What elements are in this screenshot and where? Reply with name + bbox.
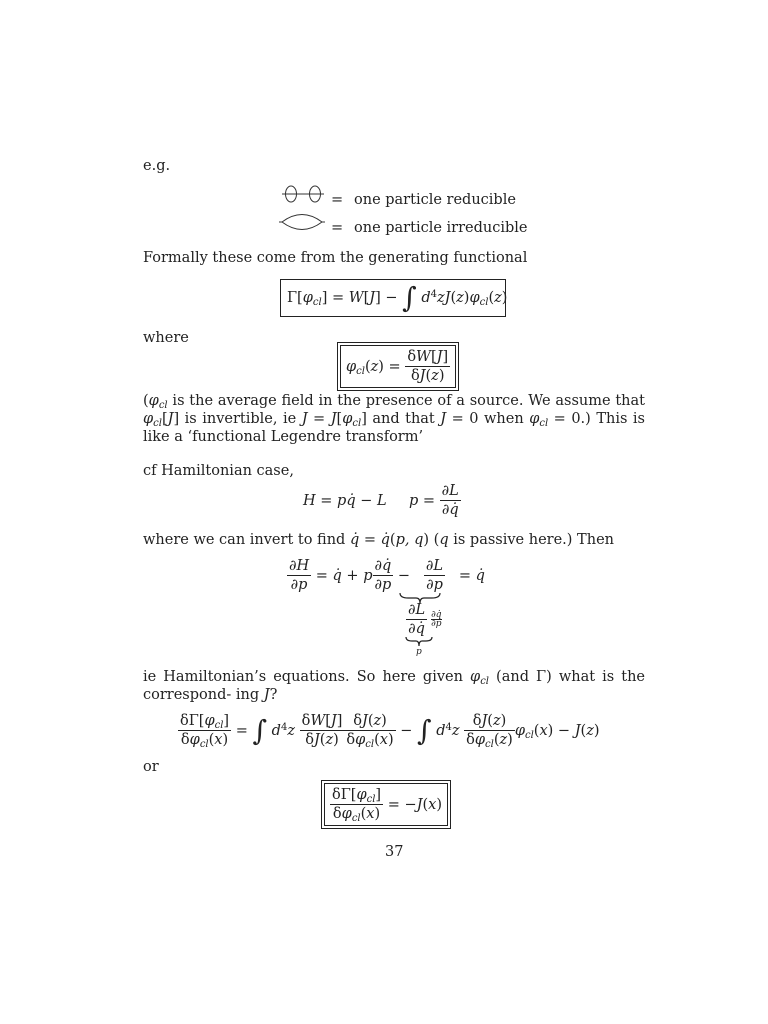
irreducible-diagram bbox=[279, 210, 325, 234]
irreducible-equals: = bbox=[331, 220, 344, 236]
functional-derivative-equation: $\frac{\delta\Gamma[\varphi_{cl}]}{\delta\varphi_{cl}(x)}$ = ∫ $d^4z$ $\frac{\delta W[J]}{\delta J(z)}$ $\frac{\delta J(z)}{\delta\varphi_{cl}(x)}$ − ∫ $d^4z$ $\frac{\delta J(z)}{\delta\varphi_{cl}(z)}$ $\varphi_{cl}(x) - J(z)$ bbox=[180, 713, 600, 750]
invert-line: where we can invert to find q̇ = q̇(p, q) (q is passive here.) Then bbox=[143, 532, 614, 548]
irreducible-label: one particle irreducible bbox=[354, 220, 528, 236]
eg-label: e.g. bbox=[143, 158, 171, 174]
hamilton-derivation: $\frac{\partial H}{\partial p}$ = q̇ + p $\frac{\partial q̇}{\partial p}$ − $\frac{\partial L}{\partial p}$ = q̇ bbox=[289, 558, 485, 593]
avg-field-paragraph: ($\varphi_{cl}$ is the average field in the presence of a source. We assume that $\varphi_{cl}[J]$ is invertible, ie $J = J[\varphi_{cl}]$ and that J = 0 when $\varphi_{cl} = 0$.) This is like a ‘functional Legendre transform’ bbox=[143, 393, 645, 445]
phi-cl-definition: $\varphi_{cl}(z)$ = $\frac{\delta W[J]}{\delta J(z)}$ bbox=[337, 342, 459, 391]
or-label: or bbox=[143, 759, 159, 775]
hamiltonian-equation: H = pq̇ − L bbox=[303, 493, 387, 509]
formally-line: Formally these come from the generating functional bbox=[143, 250, 528, 266]
underbrace-label-p: p bbox=[416, 647, 422, 657]
reducible-diagram bbox=[282, 183, 324, 205]
momentum-definition: p = $\frac{\partial L}{\partial q̇}$ bbox=[409, 483, 459, 518]
reducible-label: one particle reducible bbox=[354, 192, 516, 208]
effective-action-equation: $\Gamma[\varphi_{cl}] = W[J]$ − ∫ $d^4zJ(z)\varphi_{cl}(z)$ bbox=[280, 279, 506, 317]
underbrace-term: $\frac{\partial L}{\partial q̇}$ ∂q̇ ∂p bbox=[408, 602, 442, 637]
final-result-equation: $\frac{\delta\Gamma[\varphi_{cl}]}{\delta\varphi_{cl}(x)}$ = −J(x) bbox=[321, 780, 451, 829]
ie-paragraph: ie Hamiltonian’s equations. So here given $\varphi_{cl}$ (and Γ) what is the correspond- ing J? bbox=[143, 669, 645, 703]
reducible-equals: = bbox=[331, 192, 344, 208]
cf-hamiltonian-line: cf Hamiltonian case, bbox=[143, 463, 294, 479]
underbrace-2 bbox=[404, 636, 434, 647]
page-number: 37 bbox=[385, 844, 404, 860]
where-label: where bbox=[143, 330, 189, 346]
